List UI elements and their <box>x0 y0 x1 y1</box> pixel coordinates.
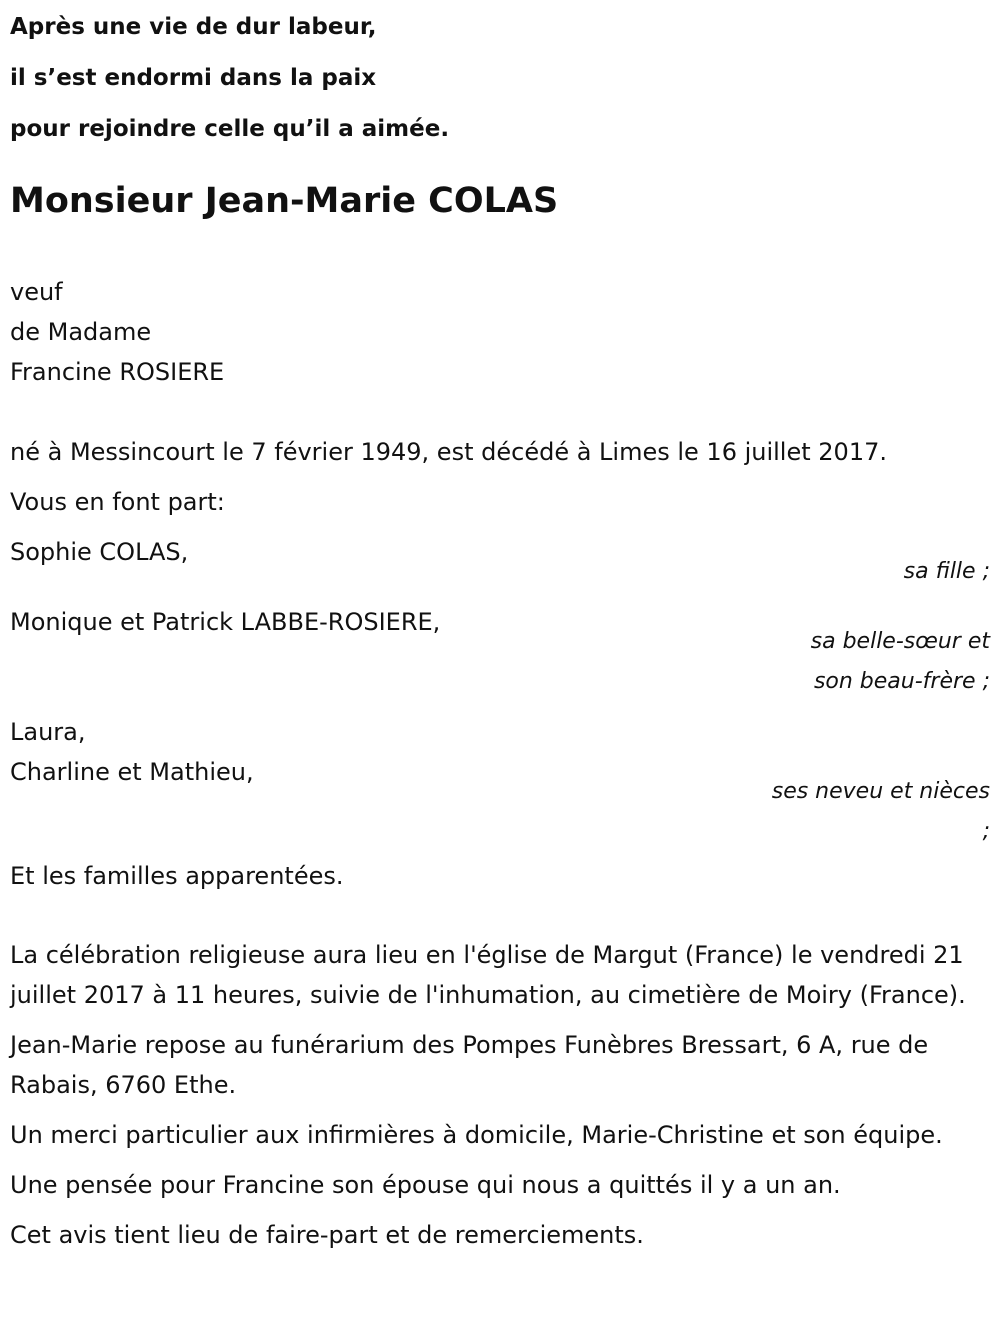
family-member-name: Laura, <box>10 718 86 746</box>
closing-paragraph: Cet avis tient lieu de faire-part et de remerciements. <box>10 1221 644 1249</box>
widow-line-2: de Madame <box>10 318 152 346</box>
relation-trailing-punctuation: ; <box>982 819 990 844</box>
widow-statement <box>10 272 990 392</box>
obituary-notice <box>10 0 990 1255</box>
family-member-name: Charline et Mathieu, <box>10 758 254 786</box>
funeral-home-paragraph: Jean-Marie repose au funérarium des Pompes Funèbres Bressart, 6 A, rue de Rabais, 6760 Ethe. <box>10 1031 929 1099</box>
intro-line-3: pour rejoindre celle qu’il a aimée. <box>10 116 450 142</box>
family-member-name: Monique et Patrick LABBE-ROSIERE, <box>10 608 441 636</box>
widow-line-3: Francine ROSIERE <box>10 358 225 386</box>
widow-line-1: veuf <box>10 278 63 306</box>
family-member-name: Sophie COLAS, <box>10 538 189 566</box>
relation-line: son beau-frère ; <box>813 669 990 694</box>
announcers-intro: Vous en font part: <box>10 488 225 516</box>
intro-line-2: il s’est endormi dans la paix <box>10 65 377 91</box>
relation-line: sa fille ; <box>903 559 990 584</box>
family-entry <box>10 532 990 592</box>
birth-death-statement: né à Messincourt le 7 février 1949, est décédé à Limes le 16 juillet 2017. <box>10 438 887 466</box>
thanks-paragraph: Un merci particulier aux infirmières à domicile, Marie-Christine et son équipe. <box>10 1121 943 1149</box>
deceased-name: Monsieur Jean-Marie COLAS <box>10 181 559 221</box>
relation-line: ses neveu et nièces <box>771 779 990 804</box>
family-entry <box>10 602 990 702</box>
intro-verse <box>10 0 990 155</box>
relation-line: sa belle-sœur et <box>810 629 990 654</box>
related-families: Et les familles apparentées. <box>10 862 344 890</box>
family-entry <box>10 712 990 852</box>
intro-line-1: Après une vie de dur labeur, <box>10 14 377 40</box>
ceremony-paragraph: La célébration religieuse aura lieu en l'église de Margut (France) le vendredi 21 juillet 2017 à 11 heures, suivie de l'inhumation, au cimetière de Moiry (France). <box>10 941 966 1009</box>
thought-paragraph: Une pensée pour Francine son épouse qui nous a quittés il y a un an. <box>10 1171 841 1199</box>
